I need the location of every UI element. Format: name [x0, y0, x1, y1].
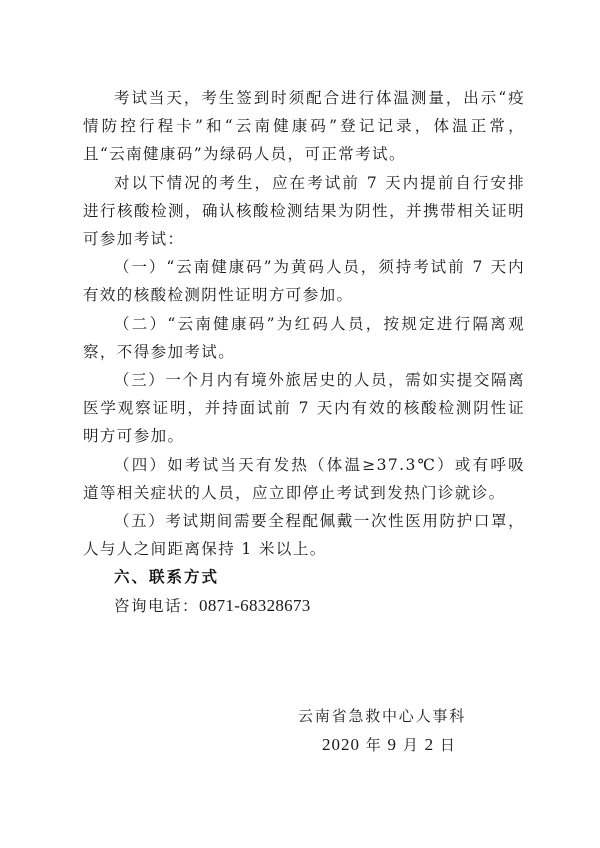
item-overseas-travel: （三）一个月内有境外旅居史的人员，需如实提交隔离医学观察证明，并持面试前 7 天内有效的核酸检测阴性证明方可参加。	[83, 371, 525, 446]
item-red-code: （二）“云南健康码”为红码人员，按规定进行隔离观察，不得参加考试。	[83, 314, 525, 361]
date-month-unit: 月	[397, 736, 425, 754]
contact-line	[83, 592, 525, 620]
signature-date	[322, 733, 456, 757]
paragraph-exam-day-check: 考试当天，考生签到时须配合进行体温测量，出示“疫情防控行程卡”和“云南健康码”登记记录，体温正常，且“云南健康码”为绿码人员，可正常考试。	[83, 89, 525, 164]
date-day: 2	[424, 735, 435, 754]
date-year-unit: 年	[360, 736, 388, 754]
date-year: 2020	[322, 735, 360, 754]
contact-label: 咨询电话：	[114, 596, 200, 615]
section-heading-contact: 六、联系方式	[114, 568, 220, 587]
item-fever-symptoms: （四）如考试当天有发热（体温≥37.3℃）或有呼吸道等相关症状的人员，应立即停止考试到发热门诊就诊。	[83, 455, 525, 502]
date-day-unit: 日	[434, 736, 456, 754]
item-mask-distance: （五）考试期间需要全程配佩戴一次性医用防护口罩，人与人之间距离保持 1 米以上。	[83, 512, 525, 559]
date-month: 9	[387, 735, 398, 754]
signature-organization: 云南省急救中心人事科	[298, 707, 467, 725]
paragraph-nucleic-acid-test: 对以下情况的考生，应在考试前 7 天内提前自行安排进行核酸检测，确认核酸检测结果为阴性，并携带相关证明可参加考试：	[83, 173, 525, 249]
contact-phone: 0871-68328673	[199, 595, 311, 615]
item-yellow-code: （一）“云南健康码”为黄码人员，须持考试前 7 天内有效的核酸检测阴性证明方可参加。	[83, 258, 525, 305]
document-body	[83, 84, 525, 620]
